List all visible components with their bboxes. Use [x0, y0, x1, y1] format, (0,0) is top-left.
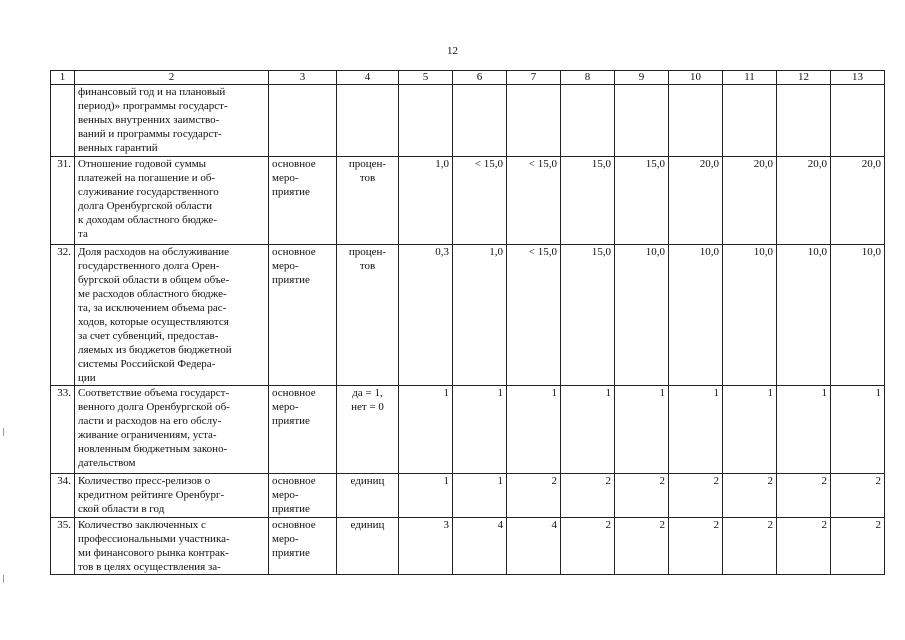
unit-of-measure: процен- тов	[337, 245, 399, 386]
column-header: 10	[669, 71, 723, 85]
indicator-value: 2	[777, 474, 831, 518]
indicator-value: 2	[507, 474, 561, 518]
indicator-value: 20,0	[723, 157, 777, 245]
unit-of-measure	[337, 85, 399, 157]
row-number: 31.	[51, 157, 75, 245]
indicator-value: 4	[453, 518, 507, 575]
column-header: 4	[337, 71, 399, 85]
indicator-value: 10,0	[831, 245, 885, 386]
column-header: 3	[269, 71, 337, 85]
indicator-value: < 15,0	[507, 245, 561, 386]
indicator-value: 20,0	[831, 157, 885, 245]
column-header: 9	[615, 71, 669, 85]
indicator-value	[777, 85, 831, 157]
table-row	[51, 157, 885, 245]
measure-type: основное меро- приятие	[269, 518, 337, 575]
scan-edge-mark	[3, 575, 4, 583]
indicator-description: Доля расходов на обслуживание государственного долга Орен- бургской области в общем объе- ме расходов областного бюдже- та, за исключением объема рас- ходов, которые осуществляются за счет субвенций, предостав- ляемых из бюджетов бюджетной системы Российской Федера- ции	[75, 245, 269, 386]
indicator-value: 1,0	[453, 245, 507, 386]
row-number: 32.	[51, 245, 75, 386]
indicator-value: 2	[561, 474, 615, 518]
column-header: 12	[777, 71, 831, 85]
table-row	[51, 474, 885, 518]
indicator-value: 1	[399, 474, 453, 518]
indicator-value: 1	[777, 386, 831, 474]
indicator-value: 10,0	[615, 245, 669, 386]
unit-of-measure: процен- тов	[337, 157, 399, 245]
measure-type: основное меро- приятие	[269, 245, 337, 386]
indicator-description: финансовый год и на плановый период)» программы государст- венных внутренних заимство- ваний и программы государст- венных гарантий	[75, 85, 269, 157]
column-header: 5	[399, 71, 453, 85]
indicator-value: < 15,0	[453, 157, 507, 245]
indicator-value	[561, 85, 615, 157]
indicator-description: Количество пресс-релизов о кредитном рейтинге Оренбург- ской области в год	[75, 474, 269, 518]
measure-type: основное меро- приятие	[269, 386, 337, 474]
measure-type	[269, 85, 337, 157]
indicator-value	[615, 85, 669, 157]
indicator-value: 15,0	[615, 157, 669, 245]
indicator-value: 2	[831, 518, 885, 575]
indicator-value	[453, 85, 507, 157]
indicator-value	[399, 85, 453, 157]
column-header: 1	[51, 71, 75, 85]
table-row	[51, 518, 885, 575]
indicator-value	[723, 85, 777, 157]
indicator-value: 2	[723, 518, 777, 575]
indicator-value: 1	[453, 386, 507, 474]
column-header: 7	[507, 71, 561, 85]
unit-of-measure: да = 1, нет = 0	[337, 386, 399, 474]
column-header: 13	[831, 71, 885, 85]
indicator-value: 3	[399, 518, 453, 575]
measure-type: основное меро- приятие	[269, 474, 337, 518]
indicator-value: 1	[453, 474, 507, 518]
unit-of-measure: единиц	[337, 518, 399, 575]
column-header: 11	[723, 71, 777, 85]
indicator-value: 1	[399, 386, 453, 474]
scan-edge-mark	[3, 428, 4, 436]
column-header: 6	[453, 71, 507, 85]
row-number	[51, 85, 75, 157]
indicator-description: Количество заключенных с профессиональными участника- ми финансового рынка контрак- тов в целях осуществления за-	[75, 518, 269, 575]
table-row	[51, 386, 885, 474]
row-number: 35.	[51, 518, 75, 575]
indicators-table	[50, 70, 885, 575]
indicator-value: 1	[561, 386, 615, 474]
row-number: 34.	[51, 474, 75, 518]
indicator-value: 0,3	[399, 245, 453, 386]
indicator-value: 2	[669, 474, 723, 518]
table-header-row	[51, 71, 885, 85]
indicator-value: 10,0	[723, 245, 777, 386]
page-number: 12	[447, 45, 458, 57]
indicator-value: 15,0	[561, 245, 615, 386]
indicator-value: 2	[669, 518, 723, 575]
indicator-value: 2	[777, 518, 831, 575]
indicator-value	[831, 85, 885, 157]
indicator-value: 2	[561, 518, 615, 575]
indicator-value: 2	[831, 474, 885, 518]
indicator-value: < 15,0	[507, 157, 561, 245]
indicator-value: 20,0	[669, 157, 723, 245]
indicator-value: 20,0	[777, 157, 831, 245]
indicator-value	[507, 85, 561, 157]
indicator-value: 1,0	[399, 157, 453, 245]
indicator-value: 1	[507, 386, 561, 474]
indicator-description: Отношение годовой суммы платежей на погашение и об- служивание государственного долга Оренбургской области к доходам областного бюдже- та	[75, 157, 269, 245]
column-header: 2	[75, 71, 269, 85]
table-row	[51, 245, 885, 386]
indicator-value: 10,0	[669, 245, 723, 386]
indicator-value: 15,0	[561, 157, 615, 245]
indicator-value: 2	[723, 474, 777, 518]
indicator-description: Соответствие объема государст- венного долга Оренбургской об- ласти и расходов на его обслу- живание ограничениям, уста- новленным бюджетным законо- дательством	[75, 386, 269, 474]
unit-of-measure: единиц	[337, 474, 399, 518]
indicator-value	[669, 85, 723, 157]
indicator-value: 2	[615, 518, 669, 575]
row-number: 33.	[51, 386, 75, 474]
indicator-value: 1	[831, 386, 885, 474]
indicator-value: 2	[615, 474, 669, 518]
column-header: 8	[561, 71, 615, 85]
indicator-value: 10,0	[777, 245, 831, 386]
indicator-value: 1	[615, 386, 669, 474]
table-row	[51, 85, 885, 157]
indicator-value: 4	[507, 518, 561, 575]
measure-type: основное меро- приятие	[269, 157, 337, 245]
indicator-value: 1	[723, 386, 777, 474]
indicator-value: 1	[669, 386, 723, 474]
